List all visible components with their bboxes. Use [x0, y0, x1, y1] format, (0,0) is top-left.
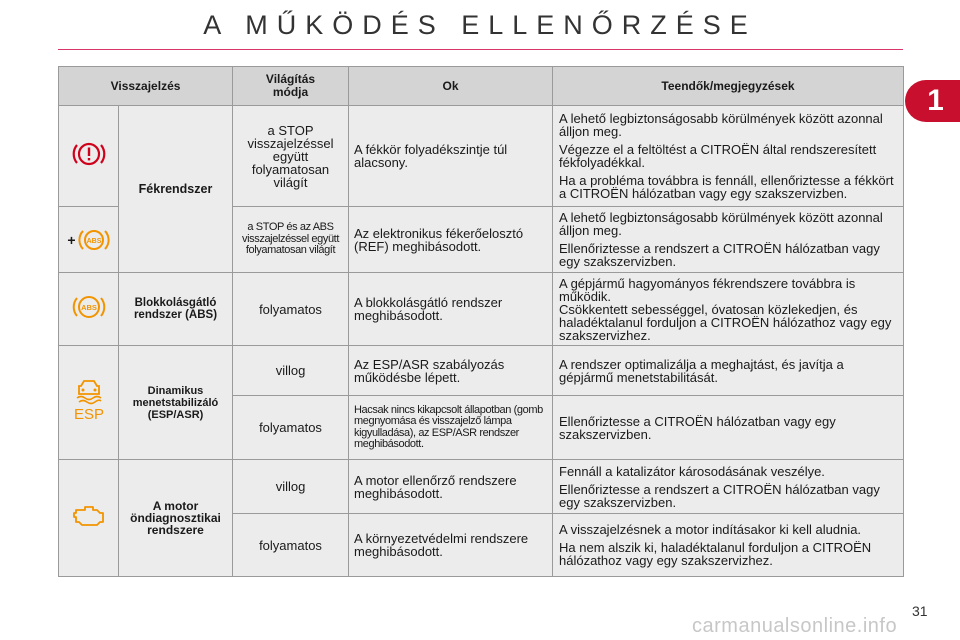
brake-notes-2 — [553, 207, 904, 273]
esp-cause-1: Az ESP/ASR szabályozás működésbe lépett. — [349, 346, 553, 396]
esp-icon-text: ESP — [73, 406, 104, 422]
note-paragraph: Végezze el a feltöltést a CITROËN által rendszeresített fékfolyadékkal. — [559, 142, 877, 170]
table-row — [59, 346, 904, 396]
esp-note-1: A rendszer optimalizálja a meghajtást, és javítja a gépjármű menetstabilitását. — [553, 346, 904, 396]
engine-mode-1: villog — [233, 460, 349, 514]
abs-note: A gépjármű hagyományos fékrendszere továbbra is működik. Csökkentett sebességgel, óvatosan közlekedjen, és haladéktalanul forduljon a CITROËN hálózathoz vagy egy szakszervizhez. — [553, 273, 904, 346]
header-indicator: Visszajelzés — [59, 67, 233, 106]
watermark: carmanualsonline.info — [692, 615, 898, 637]
abs-plus-icon-cell — [59, 207, 119, 273]
note-paragraph: Fennáll a katalizátor károsodásának veszélye. — [559, 463, 825, 479]
warning-lamp-table — [58, 66, 904, 577]
note-paragraph: Ha a probléma továbbra is fennáll, ellenőriztesse a fékkört a CITROËN hálózatban vagy egy szakszervizben. — [559, 173, 894, 201]
svg-text:ABS: ABS — [86, 237, 101, 245]
abs-warning-icon — [78, 227, 110, 253]
table-row — [59, 106, 904, 207]
esp-mode-2: folyamatos — [233, 396, 349, 460]
engine-cause-2: A környezetvédelmi rendszere meghibásodott. — [349, 514, 553, 577]
svg-text:ABS: ABS — [80, 302, 97, 312]
esp-cause-2: Hacsak nincs kikapcsolt állapotban (gomb megnyomása és visszajelző lámpa kigyulladása), az ESP/ASR rendszer meghibásodott. — [349, 396, 553, 460]
note-paragraph: Ha nem alszik ki, haladéktalanul forduljon a CITROËN hálózathoz vagy egy szakszervizhez. — [559, 540, 872, 568]
esp-mode-1: villog — [233, 346, 349, 396]
brake-mode-1: a STOP visszajelzéssel együtt folyamatosan világít — [233, 106, 349, 207]
esp-warning-icon — [72, 378, 106, 422]
table-header-row — [59, 67, 904, 106]
brake-cause-1: A fékkör folyadékszintje túl alacsony. — [349, 106, 553, 207]
header-lighting-mode: Világítás módja — [233, 67, 349, 106]
note-paragraph: Ellenőriztesse a rendszert a CITROËN hálózatban vagy egy szakszervizben. — [559, 481, 880, 510]
page-title: A MŰKÖDÉS ELLENŐRZÉSE — [203, 10, 757, 40]
abs-mode: folyamatos — [233, 273, 349, 346]
esp-note-2: Ellenőriztesse a CITROËN hálózatban vagy egy szakszervizben. — [553, 396, 904, 460]
engine-label: A motor öndiagnosztikai rendszere — [119, 460, 233, 577]
note-paragraph: A lehető legbiztonságosabb körülmények között azonnal álljon meg. — [559, 111, 883, 139]
title-divider — [58, 49, 903, 50]
note-paragraph: A visszajelzésnek a motor indításakor ki kell aludnia. — [559, 522, 862, 537]
brake-cause-2: Az elektronikus fékerőelosztó (REF) meghibásodott. — [349, 207, 553, 273]
engine-notes-1 — [553, 460, 904, 514]
plus-sign: + — [67, 231, 76, 248]
engine-check-icon — [71, 503, 107, 529]
table-row — [59, 273, 904, 346]
chapter-tab[interactable]: 1 — [905, 80, 960, 122]
table-row — [59, 460, 904, 514]
brake-warning-icon — [72, 140, 106, 168]
engine-mode-2: folyamatos — [233, 514, 349, 577]
engine-icon-cell — [59, 460, 119, 577]
note-paragraph: A lehető legbiztonságosabb körülmények között azonnal álljon meg. — [559, 210, 883, 238]
abs-label: Blokkolásgátló rendszer (ABS) — [119, 273, 233, 346]
engine-notes-2 — [553, 514, 904, 577]
header-cause: Ok — [349, 67, 553, 106]
abs-warning-icon — [72, 293, 106, 321]
note-paragraph: Ellenőriztesse a rendszert a CITROËN hálózatban vagy egy szakszervizben. — [559, 241, 880, 269]
header-actions: Teendők/megjegyzések — [553, 67, 904, 106]
brake-mode-2: a STOP és az ABS visszajelzéssel együtt folyamatosan világít — [233, 207, 349, 273]
esp-label: Dinamikus menetstabilizáló (ESP/ASR) — [119, 346, 233, 460]
abs-cause: A blokkolásgátló rendszer meghibásodott. — [349, 273, 553, 346]
page-number: 31 — [912, 603, 928, 619]
abs-icon-cell — [59, 273, 119, 346]
engine-cause-1: A motor ellenőrző rendszere meghibásodott. — [349, 460, 553, 514]
brake-notes-1 — [553, 106, 904, 207]
brake-label: Fékrendszer — [119, 106, 233, 273]
esp-icon-cell — [59, 346, 119, 460]
brake-icon-cell — [59, 106, 119, 207]
